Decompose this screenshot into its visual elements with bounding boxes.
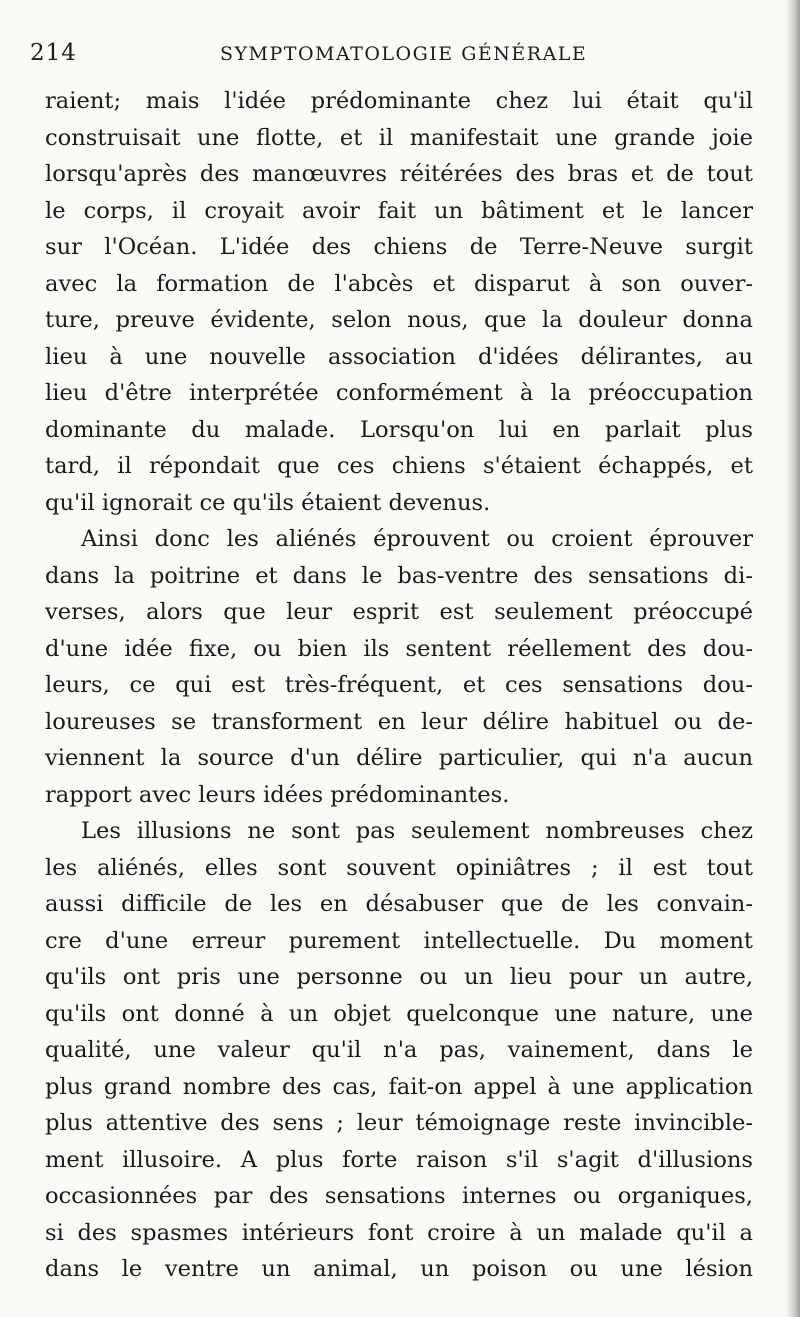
text-line: ture, preuve évidente, selon nous, que la douleur donna xyxy=(45,307,753,333)
text-line: raient; mais l'idée prédominante chez lui était qu'il xyxy=(45,88,753,114)
text-line: plus attentive des sens ; leur témoignage reste invincible- xyxy=(45,1110,753,1136)
paragraph-1 xyxy=(45,83,753,521)
text-line: tard, il répondait que ces chiens s'étaient échappés, et xyxy=(45,453,753,479)
text-line: leurs, ce qui est très-fréquent, et ces sensations dou- xyxy=(45,672,753,698)
text-line: si des spasmes intérieurs font croire à un malade qu'il a xyxy=(45,1219,753,1246)
text-line: verses, alors que leur esprit est seulement préoccupé xyxy=(45,599,753,625)
text-line: qu'ils ont pris une personne ou un lieu pour un autre, xyxy=(45,964,753,990)
text-line: qu'il ignorait ce qu'ils étaient devenus. xyxy=(45,489,491,516)
text-line: dans le ventre un animal, un poison ou une lésion xyxy=(45,1256,753,1282)
text-line: aussi difficile de les en désabuser que de les convain- xyxy=(45,891,753,917)
text-line: les aliénés, elles sont souvent opiniâtres ; il est tout xyxy=(45,854,753,881)
paragraph-2 xyxy=(45,521,753,813)
text-line: qualité, une valeur qu'il n'a pas, vainement, dans le xyxy=(45,1037,753,1063)
text-line: loureuses se transforment en leur délire habituel ou de- xyxy=(45,708,753,735)
text-line: qu'ils ont donné à un objet quelconque une nature, une xyxy=(45,1000,753,1027)
text-line: ment illusoire. A plus forte raison s'il s'agit d'illusions xyxy=(45,1146,753,1173)
text-line: cre d'une erreur purement intellectuelle. Du moment xyxy=(45,927,753,954)
text-line: d'une idée fixe, ou bien ils sentent réellement des dou- xyxy=(45,635,753,662)
text-line: rapport avec leurs idées prédominantes. xyxy=(45,781,510,808)
page-number: 214 xyxy=(30,40,77,66)
text-line: lieu d'être interprétée conformément à la préoccupation xyxy=(45,380,753,406)
paragraph-3 xyxy=(45,813,753,1288)
text-line: Ainsi donc les aliénés éprouvent ou croient éprouver xyxy=(81,526,753,552)
running-head: SYMPTOMATOLOGIE GÉNÉRALE xyxy=(220,43,588,65)
text-line: sur l'Océan. L'idée des chiens de Terre-Neuve surgit xyxy=(45,234,753,260)
page-header xyxy=(30,40,782,70)
text-line: dans la poitrine et dans le bas-ventre des sensations di- xyxy=(45,562,753,589)
text-line: construisait une flotte, et il manifestait une grande joie xyxy=(45,124,753,151)
text-line: occasionnées par des sensations internes ou organiques, xyxy=(45,1183,753,1209)
text-line: viennent la source d'un délire particulier, qui n'a aucun xyxy=(45,745,753,771)
text-line: lorsqu'après des manœuvres réitérées des bras et de tout xyxy=(45,161,753,187)
text-line: Les illusions ne sont pas seulement nombreuses chez xyxy=(81,818,753,844)
text-line: lieu à une nouvelle association d'idées délirantes, au xyxy=(45,343,753,370)
text-line: plus grand nombre des cas, fait-on appel à une application xyxy=(45,1073,753,1100)
text-line: dominante du malade. Lorsqu'on lui en parlait plus xyxy=(45,416,753,443)
body-text xyxy=(45,83,753,1288)
text-line: avec la formation de l'abcès et disparut à son ouver- xyxy=(45,270,753,297)
text-line: le corps, il croyait avoir fait un bâtiment et le lancer xyxy=(45,197,753,224)
page-edge-shadow xyxy=(786,0,800,1317)
